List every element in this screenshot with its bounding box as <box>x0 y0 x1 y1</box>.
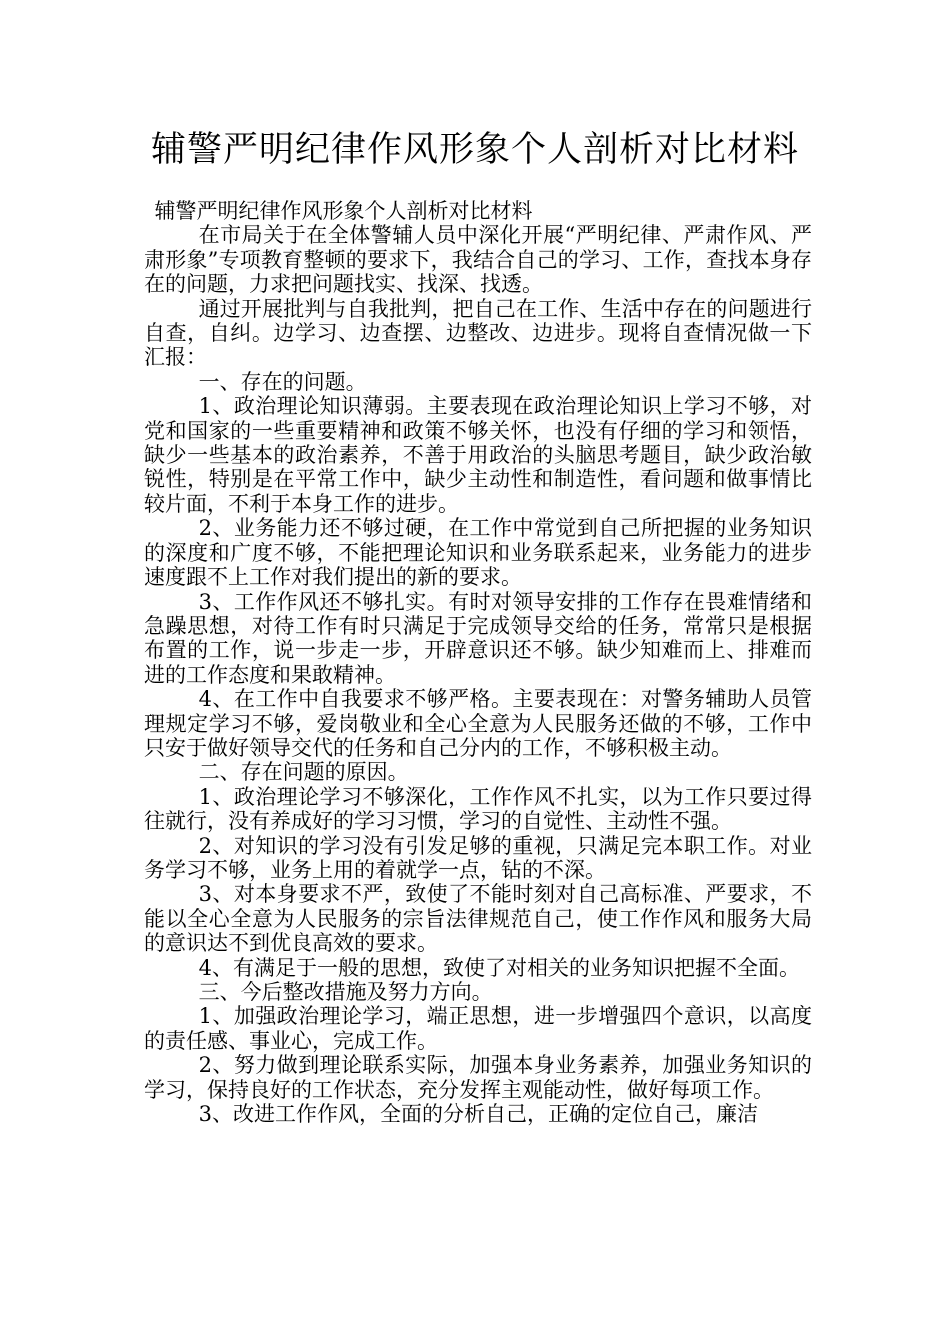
paragraph-measure-2: 2、努力做到理论联系实际，加强本身业务素养，加强业务知识的学习，保持良好的工作状态，充分发挥主观能动性，做好每项工作。 <box>144 1053 812 1102</box>
paragraph-cause-3: 3、对本身要求不严，致使了不能时刻对自己高标准、严要求，不能以全心全意为人民服务的宗旨法律规范自己，使工作作风和服务大局的意识达不到优良高效的要求。 <box>144 882 812 956</box>
paragraph-problem-2: 2、业务能力还不够过硬，在工作中常觉到自己所把握的业务知识的深度和广度不够，不能把理论知识和业务联系起来，业务能力的进步速度跟不上工作对我们提出的新的要求。 <box>144 516 812 590</box>
paragraph-measure-3: 3、改进工作作风，全面的分析自己，正确的定位自己，廉洁 <box>198 1102 758 1127</box>
body-subtitle: 辅警严明纪律作风形象个人剖析对比材料 <box>154 199 533 223</box>
paragraph-problem-4: 4、在工作中自我要求不够严格。主要表现在：对警务辅助人员管理规定学习不够，爱岗敬业和全心全意为人民服务还做的不够，工作中只安于做好领导交代的任务和自己分内的工作，不够积极主动。 <box>144 687 812 760</box>
document-body <box>144 199 812 1126</box>
section-heading-causes: 二、存在问题的原因。 <box>198 760 409 785</box>
paragraph-problem-1: 1、政治理论知识薄弱。主要表现在政治理论知识上学习不够，对党和国家的一些重要精神和政策不够关怀，也没有仔细的学习和领悟，缺少一些基本的政治素养，不善于用政治的头脑思考题目，缺少政治敏锐性，特别是在平常工作中，缺少主动性和制造性，看问题和做事情比较片面，不利于本身工作的进步。 <box>144 394 812 516</box>
document-title: 辅警严明纪律作风形象个人剖析对比材料 <box>150 130 799 170</box>
paragraph-cause-1: 1、政治理论学习不够深化，工作作风不扎实，以为工作只要过得往就行，没有养成好的学习习惯，学习的自觉性、主动性不强。 <box>144 784 812 834</box>
paragraph-intro: 在市局关于在全体警辅人员中深化开展“严明纪律、严肃作风、严肃形象”专项教育整顿的要求下，我结合自己的学习、工作，查找本身存在的问题，力求把问题找实、找深、找透。 <box>144 223 812 297</box>
paragraph-cause-2: 2、对知识的学习没有引发足够的重视，只满足完本职工作。对业务学习不够，业务上用的着就学一点，钻的不深。 <box>144 833 812 882</box>
paragraph-cause-4: 4、有满足于一般的思想，致使了对相关的业务知识把握不全面。 <box>198 955 800 980</box>
paragraph-problem-3: 3、工作作风还不够扎实。有时对领导安排的工作存在畏难情绪和急躁思想，对待工作有时只满足于完成领导交给的任务，常常只是根据布置的工作，说一步走一步，开辟意识还不够。缺少知难而上、排难而进的工作态度和果敢精神。 <box>144 589 812 687</box>
section-heading-problems: 一、存在的问题。 <box>198 369 367 394</box>
paragraph-self-check: 通过开展批判与自我批判，把自己在工作、生活中存在的问题进行自查，自纠。边学习、边查摆、边整改、边进步。现将自查情况做一下汇报： <box>144 296 812 370</box>
paragraph-measure-1: 1、加强政治理论学习，端正思想，进一步增强四个意识，以高度的责任感、事业心，完成工作。 <box>144 1004 812 1053</box>
section-heading-measures: 三、今后整改措施及努力方向。 <box>198 980 493 1004</box>
